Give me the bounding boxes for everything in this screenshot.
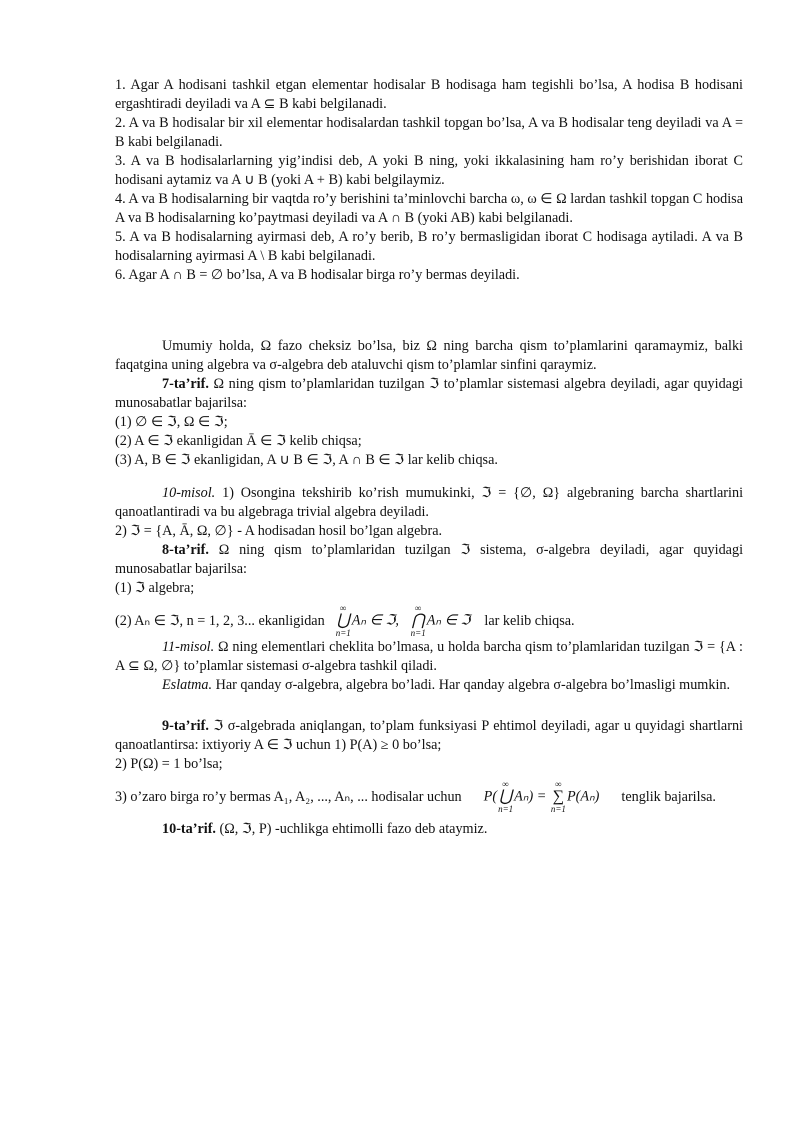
union-intersection-formula: ∞ ⋃ n=1 Aₙ ∈ ℑ, ∞ ⋂ n=1 Aₙ ∈ ℑ bbox=[335, 603, 471, 638]
definition-2: 2. A va B hodisalar bir xil elementar hodisalardan tashkil topgan bo’lsa, A va B hodisalar teng deyiladi va A = B kabi belgilanadi. bbox=[115, 115, 743, 150]
example-10 bbox=[115, 484, 743, 522]
example-10-body: 1) Osongina tekshirib ko’rish mumukinki, ℑ = {∅, Ω} algebraning barcha shartlarini qanoatlantiradi va bu algebraga trivial algebra deyiladi. bbox=[115, 485, 744, 520]
definition-7-heading: 7-ta’rif. bbox=[162, 376, 209, 392]
definition-8-heading: 8-ta’rif. bbox=[162, 542, 209, 558]
remark bbox=[115, 676, 743, 695]
remark-heading: Eslatma. bbox=[162, 677, 213, 693]
definition-9-condition-3 bbox=[115, 780, 743, 814]
definition-10 bbox=[115, 820, 743, 839]
definition-7 bbox=[115, 375, 743, 413]
definition-6: 6. Agar A ∩ B = ∅ bo’lsa, A va B hodisalar birga ro’y bermas deyiladi. bbox=[115, 267, 520, 283]
example-10-item-2: 2) ℑ = {A, Ā, Ω, ∅} - A hodisadan hosil bo’lgan algebra. bbox=[115, 523, 443, 539]
definition-1: 1. Agar A hodisani tashkil etgan elementar hodisalar B hodisaga ham tegishli bo’lsa, A hodisa B hodisani ergashtiradi deyiladi va A ⊆ B kabi belgilanadi. bbox=[115, 77, 743, 112]
definition-7-body: Ω ning qism to’plamlaridan tuzilgan ℑ to’plamlar sistemasi algebra deyiladi, agar quyidagi munosabatlar bajarilsa: bbox=[115, 376, 743, 411]
definition-5: 5. A va B hodisalarning ayirmasi deb, A ro’y berib, B ro’y bermasligidan iborat C hodisaga aytiladi. A va B hodisalarning ayirmasi A \ B kabi belgilanadi. bbox=[115, 229, 743, 264]
definition-8-condition-1: (1) ℑ algebra; bbox=[115, 580, 195, 596]
definition-8-condition-2-text: (2) Aₙ ∈ ℑ, n = 1, 2, 3... ekanligidan bbox=[115, 612, 325, 629]
document-page bbox=[115, 76, 743, 839]
paragraph-umumiy: Umumiy holda, Ω fazo cheksiz bo’lsa, biz Ω ning barcha qism to’plamlarini qaramaymiz, balki faqatgina uning algebra va σ-algebra deb ataluvchi qism to’plamlar sinfini qaraymiz. bbox=[115, 338, 743, 373]
definition-8-body: Ω ning qism to’plamlaridan tuzilgan ℑ sistema, σ-algebra deyiladi, agar quyidagi munosabatlar bajarilsa: bbox=[115, 542, 744, 577]
example-11 bbox=[115, 638, 743, 676]
definition-9-condition-3-text: 3) o’zaro birga ro’y bermas A₁, A₂, ..., Aₙ, ... hodisalar uchun bbox=[115, 788, 462, 805]
definition-9-body: ℑ σ-algebrada aniqlangan, to’plam funksiyasi P ehtimol deyiladi, agar u quyidagi shartlarni qanoatlantirsa: ixtiyoriy A ∈ ℑ uchun 1) P(A) ≥ 0 bo’lsa; bbox=[115, 718, 743, 753]
countable-additivity-formula: P( ∞ ⋃ n=1 Aₙ) = ∞ ∑ n=1 P(Aₙ) bbox=[483, 779, 600, 814]
definition-9-condition-3-tail: tenglik bajarilsa. bbox=[621, 788, 716, 805]
definition-8 bbox=[115, 541, 743, 579]
definition-9 bbox=[115, 717, 743, 755]
definition-9-condition-2: 2) P(Ω) = 1 bo’lsa; bbox=[115, 756, 223, 772]
definition-10-heading: 10-ta’rif. bbox=[162, 821, 216, 837]
definition-3: 3. A va B hodisalarlarning yig’indisi deb, A yoki B ning, yoki ikkalasining ham ro’y berishidan iborat C hodisani aytamiz va A ∪ B (yoki A + B) kabi belgilaymiz. bbox=[115, 153, 743, 188]
example-10-heading: 10-misol. bbox=[162, 485, 216, 501]
remark-body: Har qanday σ-algebra, algebra bo’ladi. Har qanday algebra σ-algebra bo’lmasligi mumkin. bbox=[215, 677, 731, 693]
definition-9-heading: 9-ta’rif. bbox=[162, 718, 209, 734]
definition-7-condition-2: (2) A ∈ ℑ ekanligidan Ā ∈ ℑ kelib chiqsa; bbox=[115, 433, 362, 449]
example-11-heading: 11-misol. bbox=[162, 639, 215, 655]
definition-8-condition-2-tail: lar kelib chiqsa. bbox=[484, 612, 575, 629]
definition-7-condition-3: (3) A, B ∈ ℑ ekanligidan, A ∪ B ∈ ℑ, A ∩ B ∈ ℑ lar kelib chiqsa. bbox=[115, 452, 498, 468]
definition-7-condition-1: (1) ∅ ∈ ℑ, Ω ∈ ℑ; bbox=[115, 414, 228, 430]
definition-8-condition-2 bbox=[115, 604, 743, 638]
example-11-body: Ω ning elementlari cheklita bo’lmasa, u holda barcha qism to’plamlaridan tuzilgan ℑ = {A : A ⊆ Ω, ∅} to’plamlar sistemasi σ-algebra tashkil qiladi. bbox=[115, 639, 744, 674]
definition-10-body: (Ω, ℑ, P) -uchlikga ehtimolli fazo deb ataymiz. bbox=[219, 821, 488, 837]
definition-4: 4. A va B hodisalarning bir vaqtda ro’y berishini ta’minlovchi barcha ω, ω ∈ Ω lardan tashkil topgan C hodisa A va B hodisalarning ko’paytmasi deyiladi va A ∩ B (yoki AB) kabi belgilanadi. bbox=[115, 191, 743, 226]
